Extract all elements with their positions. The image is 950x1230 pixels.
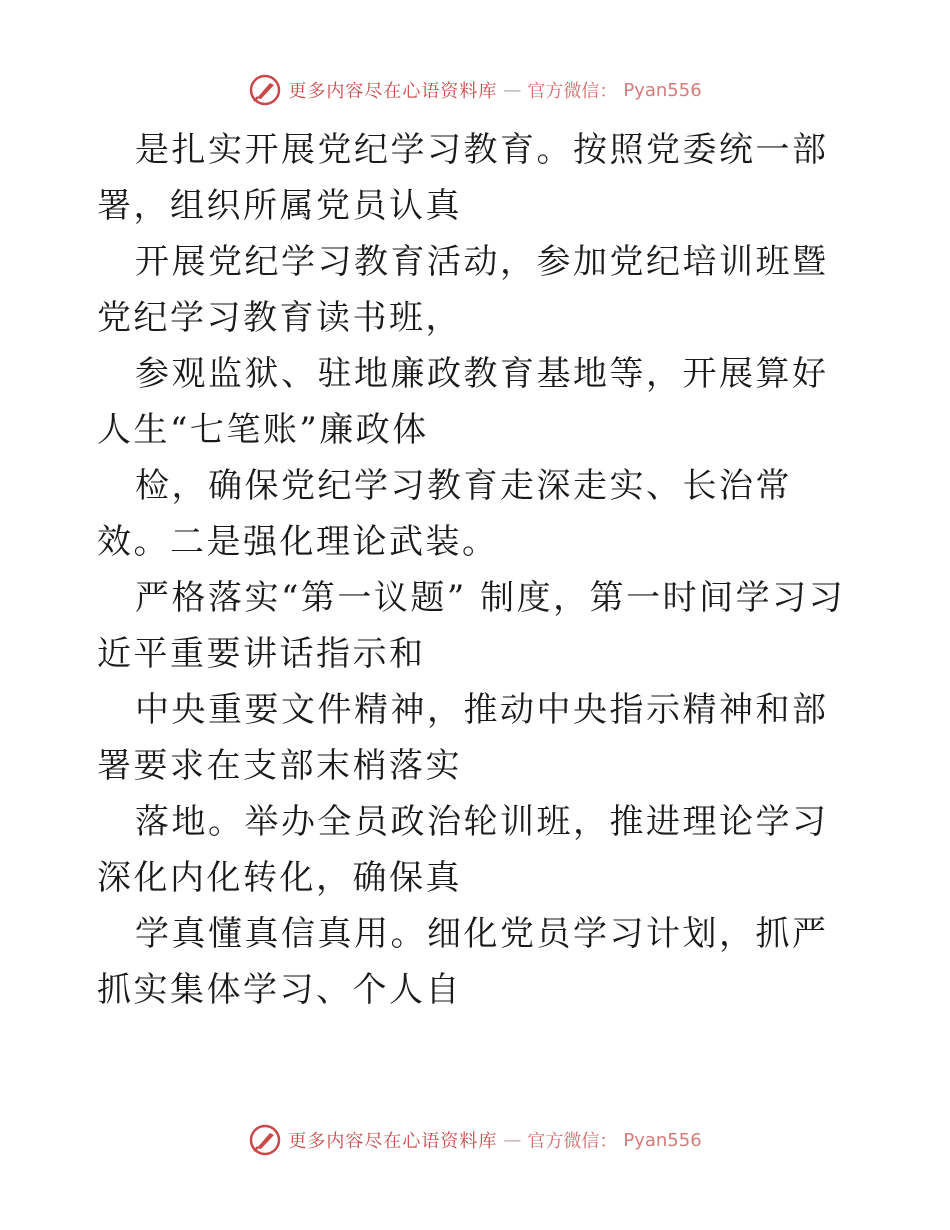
paragraph-line: 集体学习、个人自 bbox=[170, 970, 462, 1010]
watermark-separator: — bbox=[503, 79, 522, 101]
paragraph bbox=[97, 570, 857, 682]
paragraph-line: 开展党纪学习教育活动，参加党纪培训班暨党纪 bbox=[97, 242, 829, 338]
paragraph bbox=[97, 906, 857, 1018]
paragraph bbox=[97, 458, 857, 570]
paragraph bbox=[97, 794, 857, 906]
watermark-id: Pyan556 bbox=[623, 79, 702, 101]
header-watermark bbox=[0, 70, 950, 110]
watermark-text: 更多内容尽在心语资料库 bbox=[288, 1131, 498, 1152]
watermark-separator: — bbox=[503, 1129, 522, 1151]
paragraph-line: 求在支部末梢落实 bbox=[170, 746, 462, 786]
watermark-contact: 官方微信： bbox=[527, 1131, 618, 1152]
paragraph-line: 学习教育读书班， bbox=[170, 298, 462, 338]
paragraph-line: 是强化理论武装。 bbox=[206, 522, 499, 562]
paragraph bbox=[97, 234, 857, 346]
footer-watermark bbox=[0, 1120, 950, 1160]
quill-logo-icon bbox=[248, 1123, 282, 1157]
paragraph-line: 学真懂真信真用。细化党员学习计划，抓严抓实 bbox=[97, 914, 829, 1010]
paragraph-line: 中央重要文件精神，推动中央指示精神和部署要 bbox=[97, 690, 829, 786]
paragraph-line: 生“七笔账”廉政体 bbox=[133, 410, 429, 450]
document-body bbox=[97, 122, 857, 1018]
watermark-contact: 官方微信： bbox=[527, 81, 618, 102]
paragraph bbox=[97, 346, 857, 458]
paragraph-line: 近平重要讲话指示和 bbox=[97, 634, 426, 674]
paragraph-line: 参观监狱、驻地廉政教育基地等，开展算好人 bbox=[97, 354, 829, 450]
paragraph-line: 是扎实开展党纪学习教育。按照党委统一部署， bbox=[97, 130, 829, 226]
paragraph-line: 检，确保党纪学习教育走深走实、长治常效。二 bbox=[97, 466, 792, 562]
paragraph bbox=[97, 682, 857, 794]
paragraph-line: 内化转化，确保真 bbox=[170, 858, 462, 898]
watermark-text: 更多内容尽在心语资料库 bbox=[288, 81, 498, 102]
watermark-id: Pyan556 bbox=[623, 1129, 702, 1151]
paragraph-line: 落地。举办全员政治轮训班，推进理论学习深化 bbox=[97, 802, 829, 898]
paragraph-line: 组织所属党员认真 bbox=[170, 186, 462, 226]
paragraph-line: 严格落实“第一议题” 制度，第一时间学习习 bbox=[135, 578, 846, 618]
paragraph bbox=[97, 122, 857, 234]
quill-logo-icon bbox=[248, 73, 282, 107]
